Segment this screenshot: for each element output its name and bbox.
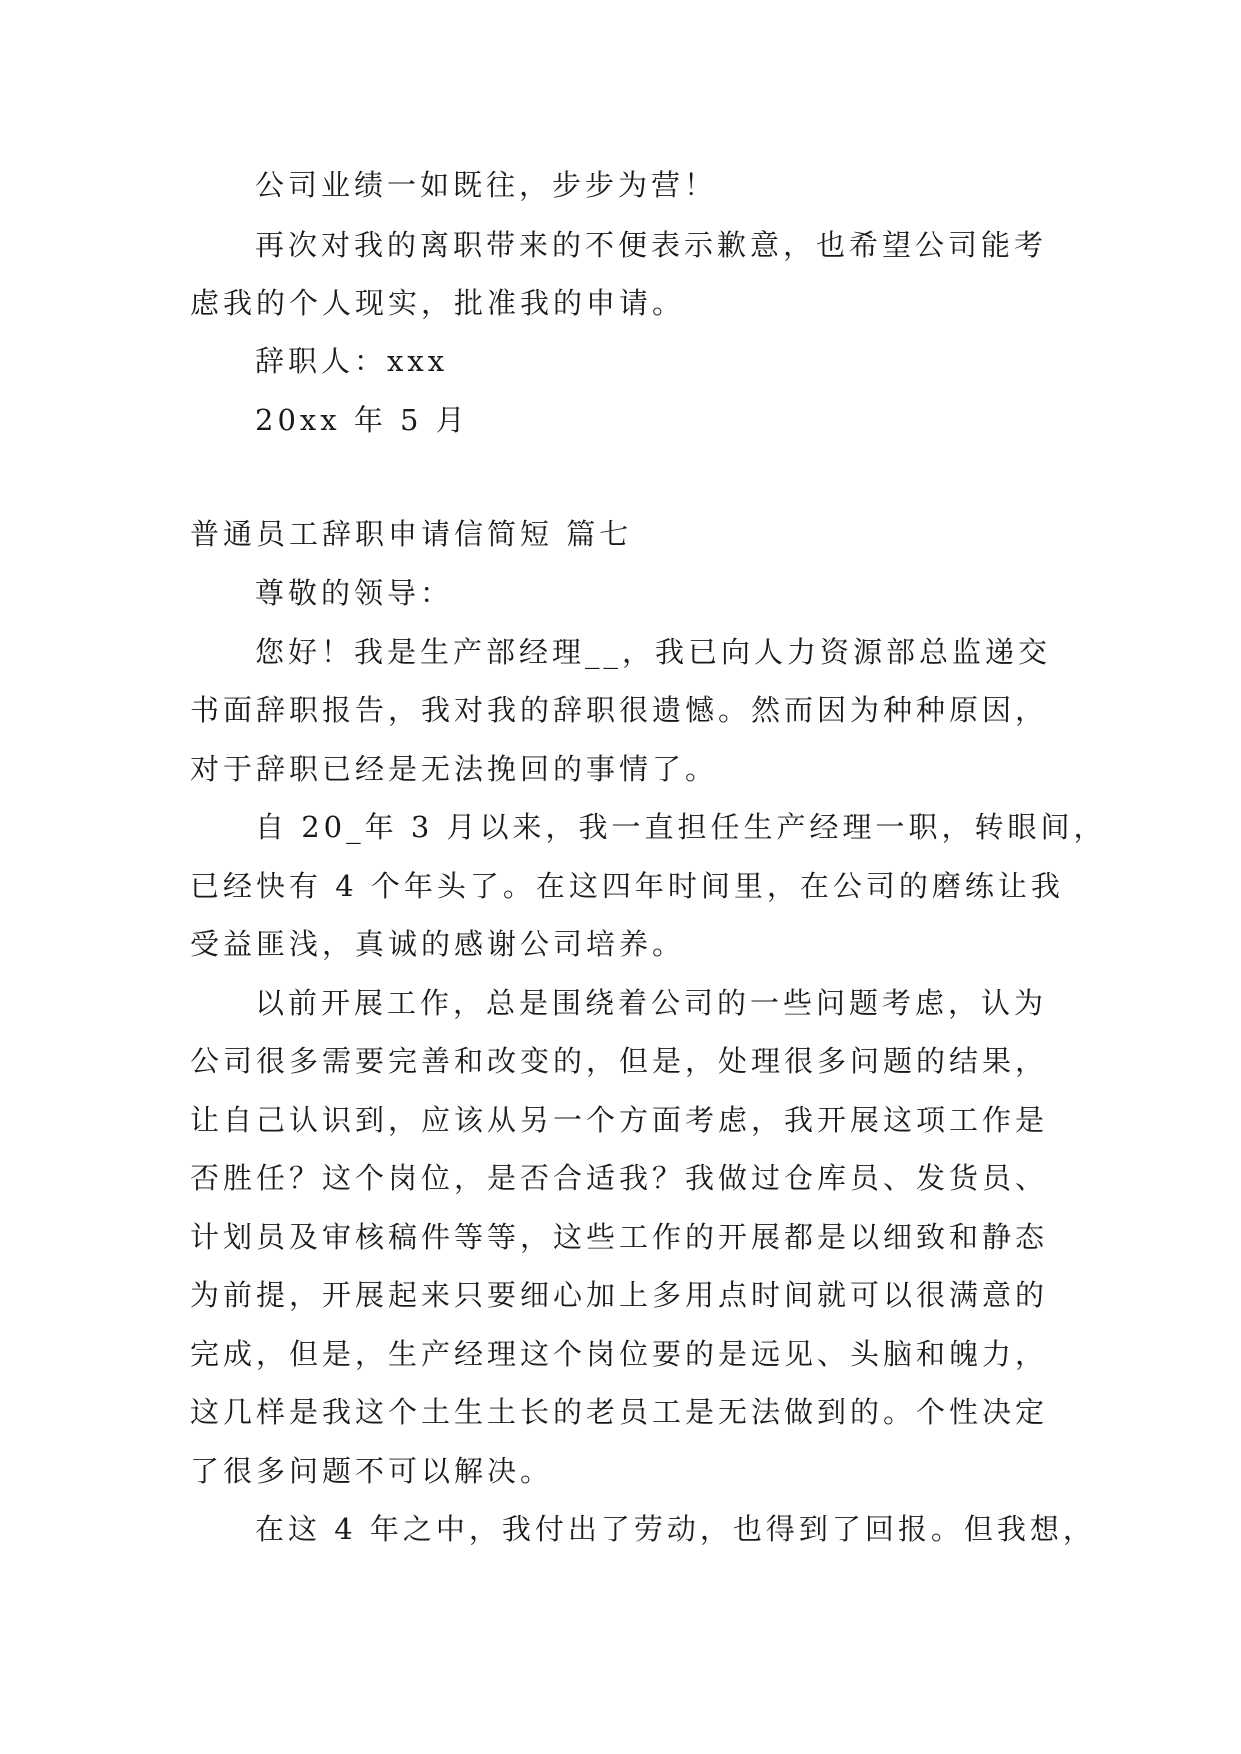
paragraph-line: 了很多问题不可以解决。 [190,1454,554,1488]
paragraph-line: 您好！我是生产部经理__，我已向人力资源部总监递交 [255,635,1052,669]
paragraph-line: 公司很多需要完善和改变的，但是，处理很多问题的结果， [190,1044,1049,1078]
paragraph-line: 完成，但是，生产经理这个岗位要的是远见、头脑和魄力， [190,1337,1049,1371]
paragraph-line: 这几样是我这个土生土长的老员工是无法做到的。个性决定 [190,1395,1049,1429]
paragraph-line: 已经快有 4 个年头了。在这四年时间里，在公司的磨练让我 [190,869,1064,903]
section-heading: 普通员工辞职申请信简短 篇七 [190,517,633,551]
paragraph-line: 虑我的个人现实，批准我的申请。 [190,286,686,320]
paragraph-line: 受益匪浅，真诚的感谢公司培养。 [190,927,686,961]
paragraph-line: 在这 4 年之中，我付出了劳动，也得到了回报。但我想， [255,1512,1096,1546]
paragraph-line: 让自己认识到，应该从另一个方面考虑，我开展这项工作是 [190,1103,1049,1137]
paragraph-line: 公司业绩一如既往，步步为营！ [255,168,718,202]
salutation-line: 尊敬的领导： [255,576,454,610]
signature-line: 辞职人：xxx [255,344,449,378]
paragraph-line: 为前提，开展起来只要细心加上多用点时间就可以很满意的 [190,1278,1049,1312]
paragraph-line: 再次对我的离职带来的不便表示歉意，也希望公司能考 [255,228,1048,262]
paragraph-line: 以前开展工作，总是围绕着公司的一些问题考虑，认为 [255,986,1048,1020]
paragraph-line: 计划员及审核稿件等等，这些工作的开展都是以细致和静态 [190,1220,1049,1254]
paragraph-line: 对于辞职已经是无法挽回的事情了。 [190,752,719,786]
paragraph-line: 书面辞职报告，我对我的辞职很遗憾。然而因为种种原因， [190,693,1049,727]
paragraph-line: 否胜任？这个岗位，是否合适我？我做过仓库员、发货员、 [190,1161,1049,1195]
paragraph-line: 自 20_年 3 月以来，我一直担任生产经理一职，转眼间， [255,810,1107,844]
date-line: 20xx 年 5 月 [255,403,469,437]
